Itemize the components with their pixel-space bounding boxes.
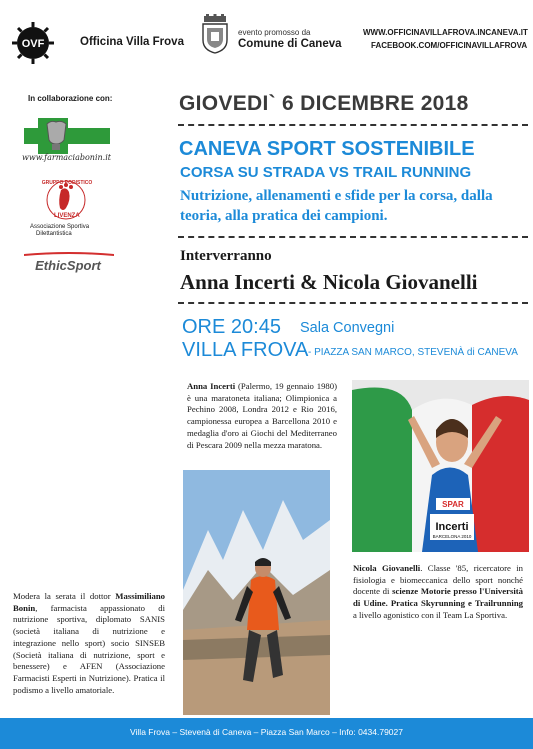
bio-mod-text-1: Modera la serata il dottor (13, 591, 116, 601)
farmacia-url[interactable]: www.farmaciabonin.it (22, 153, 111, 162)
collab-label: In collaborazione con: (28, 94, 113, 103)
speakers-names: Anna Incerti & Nicola Giovanelli (180, 270, 478, 294)
assoc-line-2: Dilettantistica (36, 231, 72, 237)
bio-nicola-name: Nicola Giovanelli (353, 563, 421, 573)
divider-top (178, 124, 528, 126)
svg-text:SPAR: SPAR (442, 500, 464, 509)
bio-moderator (13, 591, 165, 696)
promo-entity: Comune di Caneva (238, 38, 342, 50)
bio-nicola-text-1: . Classe '85, ricercatore in fisiologia e biomeccanica dello sport nonché docente di (353, 563, 523, 597)
website-link[interactable]: WWW.OFFICINAVILLAFROVA.INCANEVA.IT (363, 28, 528, 37)
event-title: CANEVA SPORT SOSTENIBILE (179, 138, 475, 160)
bio-nicola-text-2: a livello agonistico con il Team La Sportiva. (353, 609, 508, 620)
bio-mod-name: Massimiliano Bonin (13, 591, 165, 613)
svg-text:OVF: OVF (21, 38, 45, 50)
svg-text:BARCELONA 2010: BARCELONA 2010 (432, 534, 472, 539)
caneva-crest-icon (200, 14, 230, 54)
ovf-logo (10, 20, 56, 66)
org-name: Officina Villa Frova (80, 36, 184, 48)
footer-text: Villa Frova – Stevenà di Caneva – Piazza San Marco – Info: 0434.79027 (130, 727, 403, 737)
photo-anna-incerti (352, 380, 529, 552)
bio-nicola (353, 563, 523, 622)
assoc-line-1: Associazione Sportiva (30, 224, 90, 230)
bio-anna-name: Anna Incerti (187, 381, 236, 391)
event-subtitle: CORSA SU STRADA VS TRAIL RUNNING (180, 164, 472, 181)
speakers-label: Interverranno (180, 248, 272, 264)
ethicsport-logo (22, 252, 116, 276)
podistico-name: LIVENZA (54, 213, 80, 219)
photo-trail-runner (183, 470, 330, 715)
bio-mod-text-2: , farmacista appassionato di nutrizione sportiva, diplomato SANIS (società italiana di nutrizione e integrazione nello sport) socio SINSEB (Società italiana di nutrizione, sport e benessere) e AFEN (Associazione Farmacisti Esperti in Nutrizione). Pratica il podismo a livello amatoriale. (13, 602, 165, 695)
event-date: GIOVEDI` 6 DICEMBRE 2018 (179, 92, 469, 115)
event-venue: VILLA FROVA (182, 339, 309, 361)
event-time: ORE 20:45 (182, 316, 281, 338)
event-tagline: Nutrizione, allenamenti e sfide per la corsa, dalla teoria, alla pratica dei campioni. (180, 188, 493, 224)
svg-text:EthicSport: EthicSport (35, 258, 101, 273)
facebook-link[interactable]: FACEBOOK.COM/OFFICINAVILLAFROVA (371, 41, 528, 50)
promo-line: evento promosso da (238, 28, 311, 37)
bio-nicola-bold: scienze Motorie presso l'Università di Udine. Pratica Skyrunning e Trailrunning (353, 586, 523, 609)
podistico-top-text: GRUPPO PODISTICO (41, 180, 93, 186)
event-room: Sala Convegni (300, 320, 395, 336)
svg-text:Incerti: Incerti (435, 521, 469, 533)
event-address: - PIAZZA SAN MARCO, STEVENÀ di CANEVA (308, 347, 518, 358)
bio-anna-text: (Palermo, 19 gennaio 1980) è una maratoneta italiana; Olimpionica a Pechino 2008, Londra 2012 e Rio 2016, campionessa europea a Barcellona 2010 e medaglia d'oro ai Giochi del Mediterraneo di Pescara 2009 nella mezza maratona. (187, 381, 337, 450)
bio-anna (187, 381, 337, 451)
divider-bottom (178, 302, 528, 304)
divider-middle (178, 236, 528, 238)
